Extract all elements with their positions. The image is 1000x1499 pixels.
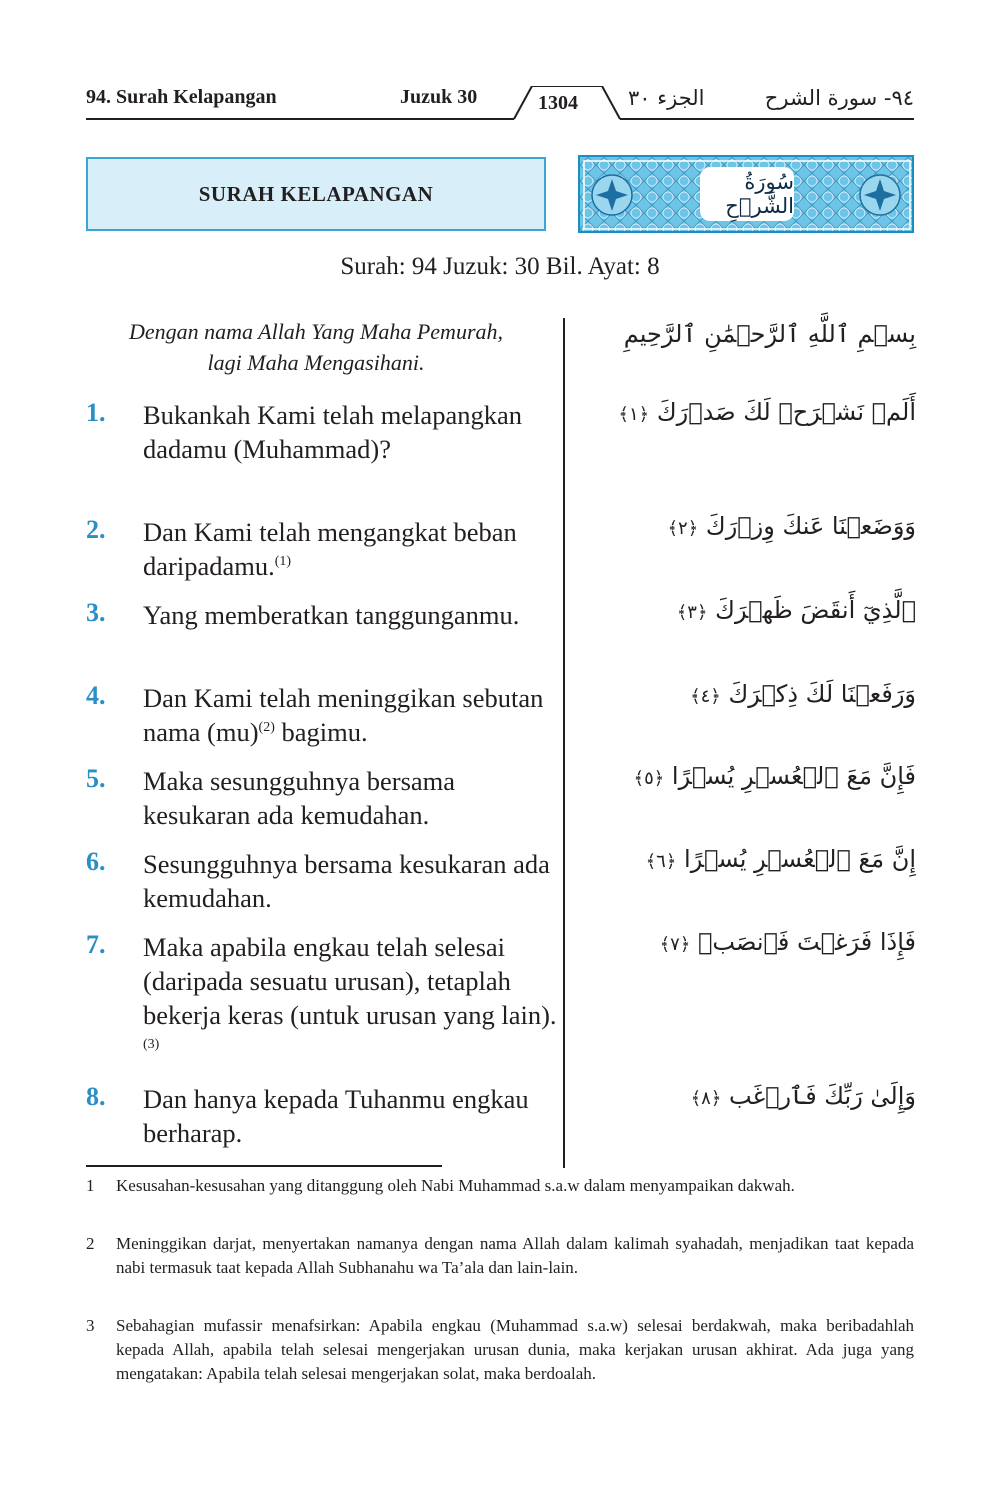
- arabic-title-ornament: [578, 155, 914, 233]
- basmalah-line-2: lagi Maha Mengasihani.: [207, 350, 425, 375]
- ayah-end-marker: ﴿٨﴾: [690, 1088, 722, 1109]
- footnote-ref: (2): [258, 720, 275, 736]
- footnote-number: 2: [86, 1234, 95, 1253]
- footnote-number: 3: [86, 1316, 95, 1335]
- footnote-text: Kesusahan-kesusahan yang ditanggung oleh Nabi Muhammad s.a.w dalam menyampaikan dakwah.: [116, 1176, 795, 1195]
- verse-number: 4.: [86, 681, 106, 710]
- verse-text: Dan Kami telah meninggikan sebutan nama (mu)$^{(2)}$ bagimu.: [143, 683, 544, 747]
- verse-number: 3.: [86, 598, 106, 627]
- ayah-end-marker: ﴿٢﴾: [667, 518, 699, 539]
- verse-number: 7.: [86, 930, 106, 959]
- footnote-rule: [86, 1165, 442, 1167]
- surah-title-box: [86, 157, 546, 231]
- verse-text: Maka apabila engkau telah selesai (daripada sesuatu urusan), tetaplah bekerja keras (untuk urusan yang lain).$^{(3)}$: [143, 932, 557, 1053]
- footnote-ref: (3): [143, 1037, 160, 1053]
- verse-number: 8.: [86, 1082, 106, 1111]
- verse-text: Dan hanya kepada Tuhanmu engkau berharap.: [143, 1084, 529, 1148]
- column-divider: [563, 318, 565, 1168]
- ayah-end-marker: ﴿٣﴾: [676, 602, 708, 623]
- footnote-number: 1: [86, 1176, 95, 1195]
- verse-arabic: فَإِذَا فَرَغۡتَ فَٱنصَبۡ ﴿٧﴾: [659, 928, 916, 956]
- footnote-text: Sebahagian mufassir menafsirkan: Apabila engkau (Muhammad s.a.w) selesai berdakwah, maka beribadahlah kepada Allah, apabila telah selesai mengerjakan urusan dunia, maka kerjakan urusan akhirat. Ada juga yang mengatakan: Apabila telah selesai mengerjakan solat, maka berdoalah.: [116, 1316, 914, 1383]
- verse-text: Sesungguhnya bersama kesukaran ada kemudahan.: [143, 849, 550, 913]
- ayah-end-marker: ﴿١﴾: [618, 404, 650, 425]
- verse-arabic: ٱلَّذِيٓ أَنقَضَ ظَهۡرَكَ ﴿٣﴾: [676, 596, 916, 624]
- star-icon: [592, 175, 632, 215]
- surah-meta: Surah: 94 Juzuk: 30 Bil. Ayat: 8: [340, 253, 660, 280]
- surah-title: SURAH KELAPANGAN: [198, 181, 434, 206]
- ayah-end-marker: ﴿٧﴾: [659, 934, 691, 955]
- ayah-end-marker: ﴿٤﴾: [690, 686, 721, 707]
- verse-text: Yang memberatkan tanggunganmu.: [143, 600, 520, 630]
- basmalah-translation: [96, 316, 536, 378]
- verse-arabic: إِنَّ مَعَ ٱلۡعُسۡرِ يُسۡرًا ﴿٦﴾: [645, 845, 916, 873]
- verse-arabic: فَإِنَّ مَعَ ٱلۡعُسۡرِ يُسۡرًا ﴿٥﴾: [633, 762, 916, 790]
- verse-number: 1.: [86, 398, 106, 427]
- header-juzuk: Juzuk 30: [400, 86, 478, 108]
- footnote-ref: (1): [274, 554, 292, 570]
- verse-number: 5.: [86, 764, 106, 793]
- verse-arabic: وَوَضَعۡنَا عَنكَ وِزۡرَكَ ﴿٢﴾: [667, 512, 916, 540]
- verse-text: Maka sesungguhnya bersama kesukaran ada kemudahan.: [143, 766, 456, 830]
- footnote-text: Meninggikan darjat, menyertakan namanya dengan nama Allah dalam kalimah syahadah, menjadikan taat kepada nabi termasuk taat kepada Allah Subhanahu wa Ta’ala dan lain-lain.: [116, 1234, 914, 1277]
- verse-arabic: أَلَمۡ نَشۡرَحۡ لَكَ صَدۡرَكَ ﴿١﴾: [618, 398, 916, 426]
- ayah-end-marker: ﴿٦﴾: [645, 851, 677, 872]
- star-icon: [860, 175, 900, 215]
- verse-number: 6.: [86, 847, 106, 876]
- verse-text: Bukankah Kami telah melapangkan dadamu (Muhammad)?: [143, 400, 522, 464]
- header-arabic-surah: ٩٤- سورة الشرح: [764, 86, 914, 110]
- page-header: [86, 86, 914, 120]
- header-surah-title: 94. Surah Kelapangan: [86, 86, 277, 108]
- verse-text: Dan Kami telah mengangkat beban daripadamu.$^{(1)}$: [143, 517, 517, 581]
- page-number: 1304: [538, 92, 578, 114]
- arabic-surah-name: سُورَةُ الشَّرۡحِ: [700, 167, 794, 221]
- basmalah-arabic: بِسۡمِ ٱللَّهِ ٱلرَّحۡمَٰنِ ٱلرَّحِيمِ: [623, 320, 916, 348]
- verse-arabic: وَرَفَعۡنَا لَكَ ذِكۡرَكَ ﴿٤﴾: [690, 680, 916, 708]
- ayah-end-marker: ﴿٥﴾: [633, 768, 665, 789]
- verse-arabic: وَإِلَىٰ رَبِّكَ فَٱرۡغَب ﴿٨﴾: [690, 1082, 916, 1110]
- verse-number: 2.: [86, 515, 106, 544]
- basmalah-line-1: Dengan nama Allah Yang Maha Pemurah,: [129, 319, 503, 344]
- header-arabic-juz: الجزء ٣٠: [628, 86, 705, 110]
